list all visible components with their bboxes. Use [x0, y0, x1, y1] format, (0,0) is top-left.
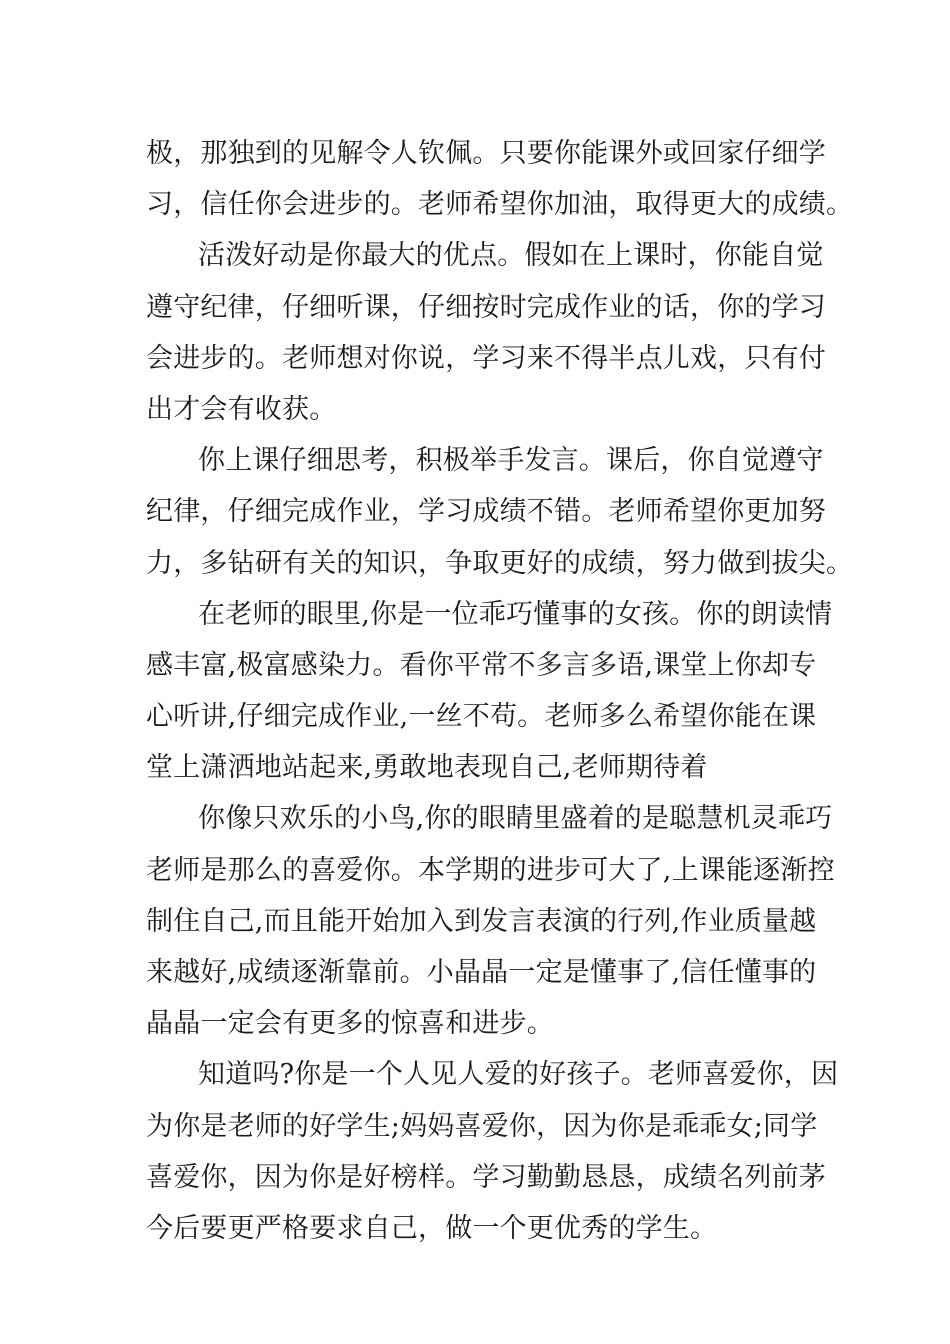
text-line: 制住自己,而且能开始加入到发言表演的行列,作业质量越	[146, 905, 817, 937]
text-line: 力，多钻研有关的知识，争取更好的成绩，努力做到拔尖。	[146, 547, 854, 579]
text-line: 老师是那么的喜爱你。本学期的进步可大了,上课能逐渐控	[146, 854, 835, 886]
text-line: 纪律，仔细完成作业，学习成绩不错。老师希望你更加努	[146, 496, 826, 528]
paragraph-first-line: 你像只欢乐的小鸟,你的眼睛里盛着的是聪慧机灵乖巧	[198, 803, 833, 835]
paragraph-first-line: 在老师的眼里,你是一位乖巧懂事的女孩。你的朗读情	[198, 598, 833, 630]
text-line: 喜爱你，因为你是好榜样。学习勤勤恳恳，成绩名列前茅	[146, 1161, 826, 1193]
paragraph-first-line: 知道吗?你是一个人见人爱的好孩子。老师喜爱你，因	[198, 1059, 839, 1091]
text-line: 心听讲,仔细完成作业,一丝不苟。老师多么希望你能在课	[146, 701, 817, 733]
document-body	[146, 128, 854, 1254]
paragraph-first-line: 你上课仔细思考，积极举手发言。课后，你自觉遵守	[198, 445, 824, 477]
text-line: 今后要更严格要求自己，做一个更优秀的学生。	[146, 1212, 718, 1244]
text-line: 会进步的。老师想对你说，学习来不得半点儿戏，只有付	[146, 342, 826, 374]
text-line: 极，那独到的见解令人钦佩。只要你能课外或回家仔细学	[146, 138, 826, 169]
text-line: 出才会有收获。	[146, 393, 337, 425]
text-line: 来越好,成绩逐渐靠前。小晶晶一定是懂事了,信任懂事的	[146, 957, 817, 988]
paragraph-first-line: 活泼好动是你最大的优点。假如在上课时，你能自觉	[198, 240, 824, 272]
text-line: 晶晶一定会有更多的惊喜和进步。	[146, 1008, 554, 1040]
text-line: 习，信任你会进步的。老师希望你加油，取得更大的成绩。	[146, 189, 854, 221]
text-line: 遵守纪律，仔细听课，仔细按时完成作业的话，你的学习	[146, 291, 826, 323]
text-line: 感丰富,极富感染力。看你平常不多言多语,课堂上你却专	[146, 649, 817, 681]
text-line: 堂上潇洒地站起来,勇敢地表现自己,老师期待着	[146, 752, 708, 784]
text-line: 为你是老师的好学生;妈妈喜爱你，因为你是乖乖女;同学	[146, 1110, 818, 1142]
